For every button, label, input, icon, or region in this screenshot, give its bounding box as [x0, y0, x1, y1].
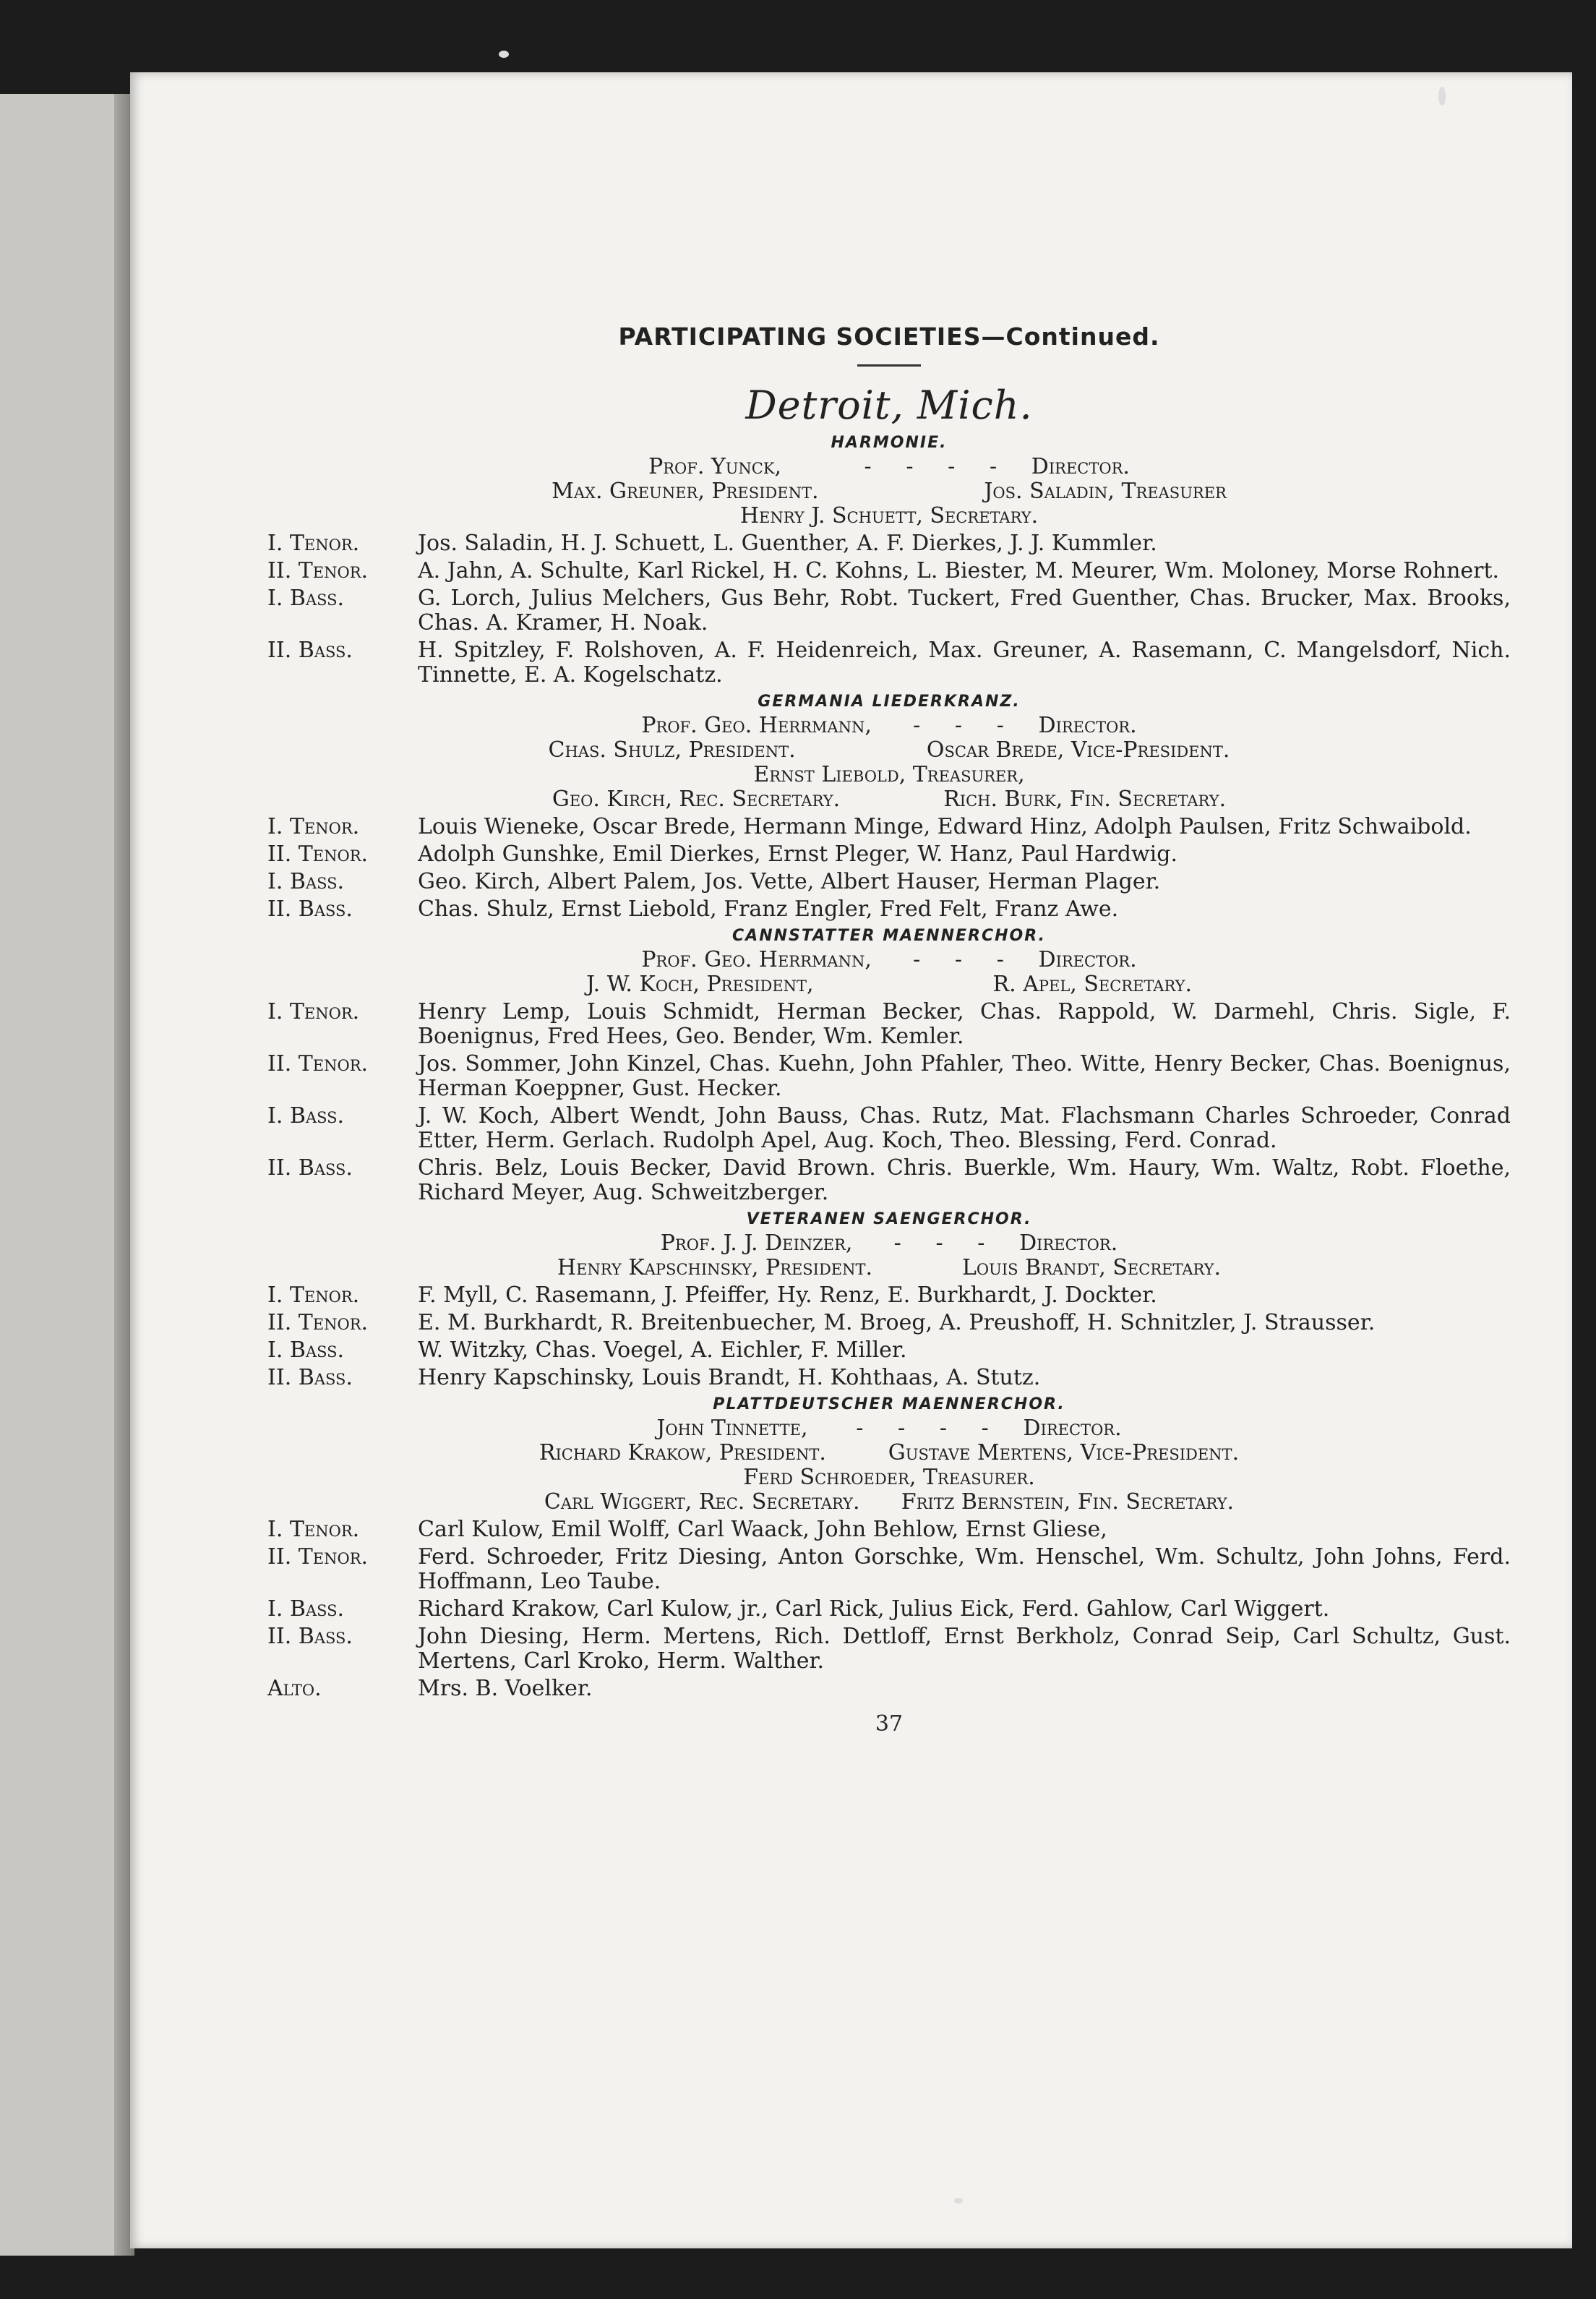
- officer-line: Henry J. Schuett, Secretary.: [739, 503, 1039, 528]
- officer-line: Prof. Geo. Herrmann, - - - Director.: [641, 713, 1137, 738]
- voice-row: [267, 1156, 1511, 1205]
- voice-row: [267, 1545, 1511, 1594]
- voice-part-label: Alto.: [267, 1676, 322, 1701]
- voice-row: [267, 1366, 1511, 1390]
- dust-speck: [1438, 87, 1446, 106]
- page-title: PARTICIPATING SOCIETIES—Continued.: [618, 322, 1160, 351]
- voice-part-label: I. Tenor.: [267, 531, 360, 556]
- voice-row: [267, 870, 1511, 894]
- document-page: [130, 72, 1572, 2248]
- member-names: Henry Kapschinsky, Louis Brandt, H. Kohthaas, A. Stutz.: [418, 1365, 1041, 1390]
- voice-part-label: II. Tenor.: [267, 1051, 369, 1076]
- voice-part-label: II. Bass.: [267, 896, 353, 922]
- voice-row: [267, 1052, 1511, 1101]
- member-names: F. Myll, C. Rasemann, J. Pfeiffer, Hy. Renz, E. Burkhardt, J. Dockter.: [418, 1283, 1157, 1308]
- officer-line: Richard Krakow, President. Gustave Mertens, Vice-President.: [539, 1440, 1240, 1465]
- member-names: Jos. Sommer, John Kinzel, Chas. Kuehn, John Pfahler, Theo. Witte, Henry Becker, Chas. Boenignus, Herman Koeppner, Gust. Hecker.: [418, 1051, 1511, 1101]
- voice-part-label: I. Tenor.: [267, 1517, 360, 1542]
- officer-line: Ernst Liebold, Treasurer,: [753, 762, 1025, 787]
- member-names: A. Jahn, A. Schulte, Karl Rickel, H. C. Kohns, L. Biester, M. Meurer, Wm. Moloney, Morse Rohnert.: [418, 558, 1500, 583]
- voice-part-label: I. Bass.: [267, 586, 345, 611]
- society-heading: PLATTDEUTSCHER MAENNERCHOR.: [713, 1395, 1065, 1413]
- officer-line: Prof. Geo. Herrmann, - - - Director.: [641, 947, 1137, 972]
- voice-part-label: II. Tenor.: [267, 842, 369, 867]
- voice-row: [267, 842, 1511, 867]
- voice-part-label: I. Tenor.: [267, 1283, 360, 1308]
- member-names: Louis Wieneke, Oscar Brede, Hermann Minge, Edward Hinz, Adolph Paulsen, Fritz Schwaibold.: [418, 814, 1472, 839]
- member-names: Chris. Belz, Louis Becker, David Brown. Chris. Buerkle, Wm. Haury, Wm. Waltz, Robt. Floethe, Richard Meyer, Aug. Schweitzberger.: [418, 1155, 1511, 1205]
- voice-row: [267, 815, 1511, 839]
- officer-line: Henry Kapschinsky, President. Louis Brandt, Secretary.: [557, 1255, 1222, 1280]
- dust-speck: [954, 2198, 963, 2204]
- member-names: G. Lorch, Julius Melchers, Gus Behr, Robt. Tuckert, Fred Guenther, Chas. Brucker, Max. Brooks, Chas. A. Kramer, H. Noak.: [418, 586, 1511, 635]
- member-names: Geo. Kirch, Albert Palem, Jos. Vette, Albert Hauser, Herman Plager.: [418, 869, 1161, 894]
- member-names: Richard Krakow, Carl Kulow, jr., Carl Rick, Julius Eick, Ferd. Gahlow, Carl Wiggert.: [418, 1596, 1330, 1622]
- voice-part-label: I. Tenor.: [267, 999, 360, 1024]
- voice-part-label: I. Tenor.: [267, 814, 360, 839]
- voice-part-label: II. Bass.: [267, 638, 353, 663]
- city-heading: Detroit, Mich.: [745, 382, 1033, 428]
- voice-row: [267, 586, 1511, 635]
- voice-row: [267, 531, 1511, 556]
- member-names: E. M. Burkhardt, R. Breitenbuecher, M. Broeg, A. Preushoff, H. Schnitzler, J. Strausser.: [418, 1310, 1376, 1335]
- member-names: John Diesing, Herm. Mertens, Rich. Dettloff, Ernst Berkholz, Conrad Seip, Carl Schultz, Gust. Mertens, Carl Kroko, Herm. Walther.: [418, 1624, 1511, 1674]
- page-content: [267, 246, 1511, 2227]
- officer-line: Prof. Yunck, - - - - Director.: [648, 454, 1130, 479]
- society-heading: HARMONIE.: [831, 434, 948, 452]
- member-names: W. Witzky, Chas. Voegel, A. Eichler, F. Miller.: [418, 1337, 907, 1363]
- officer-line: Carl Wiggert, Rec. Secretary. Fritz Bernstein, Fin. Secretary.: [544, 1489, 1235, 1515]
- voice-row: [267, 1677, 1511, 1701]
- voice-part-label: I. Bass.: [267, 869, 345, 894]
- member-names: Ferd. Schroeder, Fritz Diesing, Anton Gorschke, Wm. Henschel, Wm. Schultz, John Johns, Ferd. Hoffmann, Leo Taube.: [418, 1544, 1511, 1594]
- voice-part-label: I. Bass.: [267, 1337, 345, 1363]
- voice-row: [267, 1104, 1511, 1153]
- society-heading: CANNSTATTER MAENNERCHOR.: [732, 927, 1046, 945]
- voice-row: [267, 897, 1511, 922]
- officer-line: Geo. Kirch, Rec. Secretary. Rich. Burk, Fin. Secretary.: [552, 787, 1227, 812]
- voice-part-label: II. Bass.: [267, 1624, 353, 1649]
- voice-part-label: II. Tenor.: [267, 1544, 369, 1570]
- voice-row: [267, 1338, 1511, 1363]
- voice-row: [267, 638, 1511, 688]
- society-list: [267, 432, 1511, 1701]
- voice-row: [267, 1283, 1511, 1308]
- member-names: H. Spitzley, F. Rolshoven, A. F. Heidenreich, Max. Greuner, A. Rasemann, C. Mangelsdorf, Nich. Tinnette, E. A. Kogelschatz.: [418, 638, 1511, 688]
- member-names: Jos. Saladin, H. J. Schuett, L. Guenther, A. F. Dierkes, J. J. Kummler.: [418, 531, 1157, 556]
- member-names: Henry Lemp, Louis Schmidt, Herman Becker, Chas. Rappold, W. Darmehl, Chris. Sigle, F. Boenignus, Fred Hees, Geo. Bender, Wm. Kemler.: [418, 999, 1511, 1049]
- voice-row: [267, 1311, 1511, 1335]
- member-names: Adolph Gunshke, Emil Dierkes, Ernst Pleger, W. Hanz, Paul Hardwig.: [418, 842, 1177, 867]
- voice-part-label: II. Tenor.: [267, 558, 369, 583]
- dust-speck: [499, 51, 509, 58]
- voice-part-label: II. Bass.: [267, 1365, 353, 1390]
- officer-line: John Tinnette, - - - - Director.: [656, 1416, 1122, 1441]
- voice-row: [267, 1597, 1511, 1622]
- voice-part-label: II. Tenor.: [267, 1310, 369, 1335]
- society-heading: GERMANIA LIEDERKRANZ.: [758, 693, 1021, 711]
- voice-part-label: I. Bass.: [267, 1103, 345, 1129]
- left-page-scan: [0, 94, 126, 2256]
- member-names: J. W. Koch, Albert Wendt, John Bauss, Chas. Rutz, Mat. Flachsmann Charles Schroeder, Conrad Etter, Herm. Gerlach. Rudolph Apel, Aug. Koch, Theo. Blessing, Ferd. Conrad.: [418, 1103, 1511, 1153]
- voice-part-label: I. Bass.: [267, 1596, 345, 1622]
- voice-part-label: II. Bass.: [267, 1155, 353, 1181]
- page-number: 37: [875, 1711, 904, 1737]
- member-names: Chas. Shulz, Ernst Liebold, Franz Engler, Fred Felt, Franz Awe.: [418, 896, 1119, 922]
- officer-line: Prof. J. J. Deinzer, - - - Director.: [660, 1230, 1118, 1256]
- officer-line: J. W. Koch, President, R. Apel, Secretary.: [585, 972, 1193, 997]
- officer-line: Chas. Shulz, President. Oscar Brede, Vice-President.: [548, 737, 1230, 763]
- society-heading: VETERANEN SAENGERCHOR.: [746, 1210, 1032, 1228]
- title-rule: [857, 364, 921, 367]
- voice-row: [267, 1624, 1511, 1674]
- voice-row: [267, 1000, 1511, 1049]
- officer-line: Ferd Schroeder, Treasurer.: [743, 1465, 1035, 1490]
- member-names: Carl Kulow, Emil Wolff, Carl Waack, John Behlow, Ernst Gliese,: [418, 1517, 1107, 1542]
- officer-line: Max. Greuner, President. Jos. Saladin, Treasurer: [552, 479, 1227, 504]
- voice-row: [267, 1517, 1511, 1542]
- member-names: Mrs. B. Voelker.: [418, 1676, 593, 1701]
- voice-row: [267, 559, 1511, 583]
